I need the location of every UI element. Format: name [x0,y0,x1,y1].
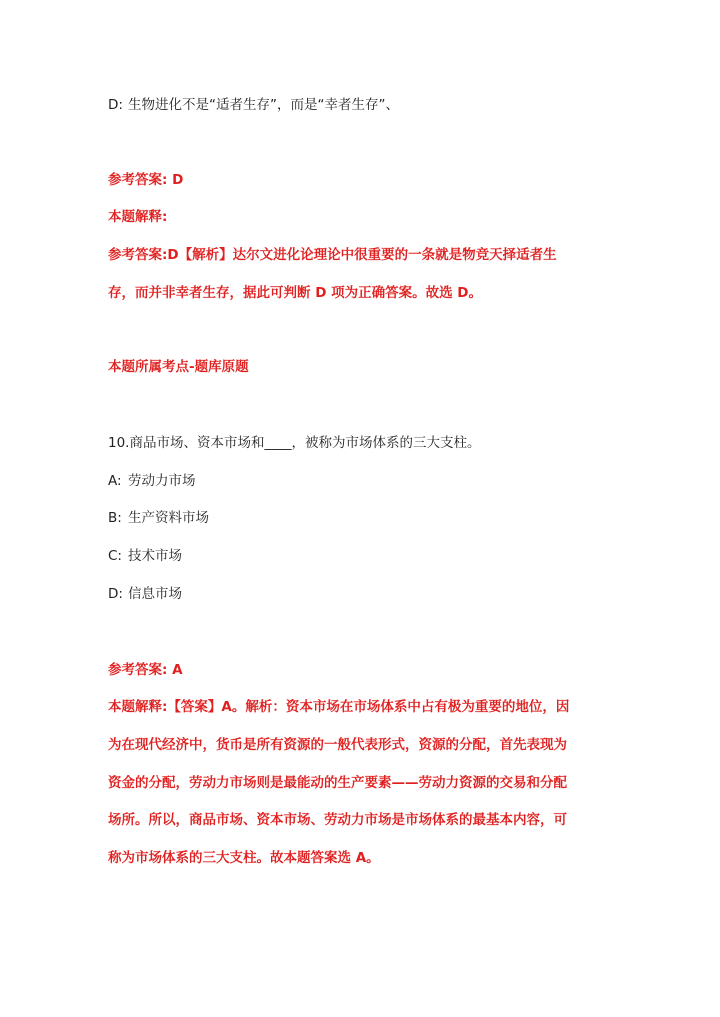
option-text: 生物进化不是“适者生存”，而是“幸者生存”、 [128,97,399,113]
question-10-stem: 10.商品市场、资本市场和____，被称为市场体系的三大支柱。 [108,435,481,451]
prev-topic: 本题所属考点-题库原题 [108,359,249,375]
option-letter: A: [108,473,122,489]
question-10-option-b [108,509,209,527]
option-letter: B: [108,510,122,526]
question-10-explanation-line: 为在现代经济中，货币是所有资源的一般代表形式，资源的分配，首先表现为 [108,737,567,753]
prev-answer: 参考答案: D [108,172,184,188]
question-10-option-d [108,585,182,603]
option-text: 信息市场 [128,586,182,602]
option-text: 技术市场 [128,548,182,564]
question-10-option-c [108,547,182,565]
question-10-answer: 参考答案: A [108,662,183,678]
question-10-explanation-line: 场所。所以，商品市场、资本市场、劳动力市场是市场体系的最基本内容，可 [108,812,567,828]
question-10-option-a [108,472,196,490]
prev-explanation-line: 参考答案:D【解析】达尔文进化论理论中很重要的一条就是物竞天择适者生 [108,247,557,263]
option-letter: D: [108,586,123,602]
option-text: 生产资料市场 [128,510,209,526]
option-letter: D: [108,97,123,113]
question-10-explanation-line: 本题解释:【答案】A。解析：资本市场在市场体系中占有极为重要的地位，因 [108,699,570,715]
prev-explanation-heading: 本题解释: [108,209,168,225]
question-10-explanation-line: 称为市场体系的三大支柱。故本题答案选 A。 [108,850,380,866]
question-10-explanation-line: 资金的分配，劳动力市场则是最能动的生产要素——劳动力资源的交易和分配 [108,775,567,791]
prev-explanation-line: 存，而并非幸者生存，据此可判断 D 项为正确答案。故选 D。 [108,285,483,301]
option-letter: C: [108,548,122,564]
prev-option-d [108,96,399,114]
option-text: 劳动力市场 [128,473,196,489]
